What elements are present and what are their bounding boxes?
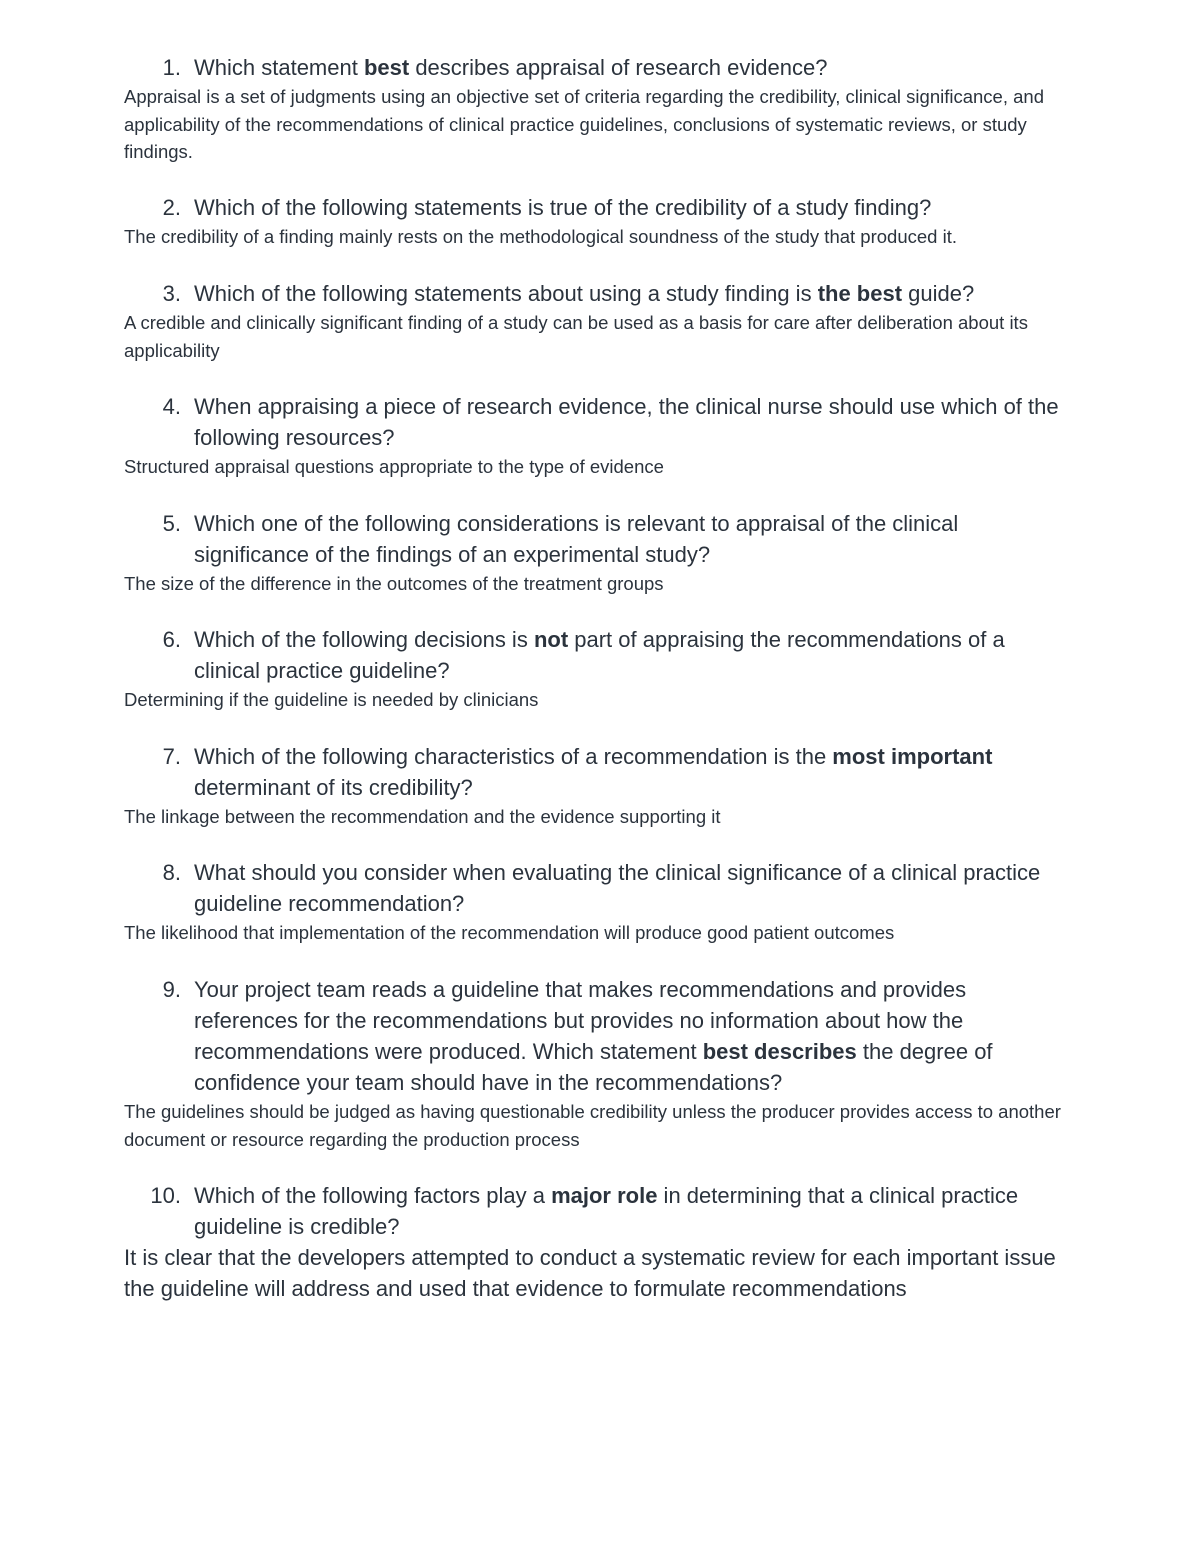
answer-2: The credibility of a finding mainly rests on the methodological soundness of the study that produced it. xyxy=(124,226,957,247)
question-number: 8. xyxy=(162,860,181,885)
question-4: 4. When appraising a piece of research evidence, the clinical nurse should use which of the following resources? xyxy=(0,391,1074,453)
question-number: 6. xyxy=(162,627,181,652)
qa-item-5 xyxy=(0,508,1200,598)
question-number: 4. xyxy=(162,394,181,419)
question-1: 1. Which statement best describes appraisal of research evidence? xyxy=(0,52,1074,83)
question-number: 3. xyxy=(162,281,181,306)
qa-item-8 xyxy=(0,857,1200,947)
question-6: 6. Which of the following decisions is not part of appraising the recommendations of a clinical practice guideline? xyxy=(0,624,1074,686)
qa-item-3 xyxy=(0,278,1200,364)
question-3: 3. Which of the following statements about using a study finding is the best guide? xyxy=(0,278,1074,309)
answer-1: Appraisal is a set of judgments using an objective set of criteria regarding the credibility, clinical significance, and applicability of the recommendations of clinical practice guidelines, conclusions of systematic reviews, or study findings. xyxy=(124,86,1044,162)
qa-item-6 xyxy=(0,624,1200,714)
answer-9: The guidelines should be judged as having questionable credibility unless the producer provides access to another document or resource regarding the production process xyxy=(124,1101,1061,1150)
answer-8: The likelihood that implementation of the recommendation will produce good patient outcomes xyxy=(124,922,895,943)
qa-item-10 xyxy=(0,1180,1200,1304)
question-2: 2. Which of the following statements is true of the credibility of a study finding? xyxy=(0,192,1074,223)
qa-item-2 xyxy=(0,192,1200,251)
qa-item-1 xyxy=(0,52,1200,166)
qa-item-9 xyxy=(0,974,1200,1153)
question-number: 9. xyxy=(162,977,181,1002)
question-10: 10. Which of the following factors play a major role in determining that a clinical practice guideline is credible? xyxy=(0,1180,1074,1242)
question-7: 7. Which of the following characteristics of a recommendation is the most important determinant of its credibility? xyxy=(0,741,1074,803)
question-8: 8. What should you consider when evaluating the clinical significance of a clinical practice guideline recommendation? xyxy=(0,857,1074,919)
qa-item-4 xyxy=(0,391,1200,481)
question-number: 1. xyxy=(162,55,181,80)
answer-4: Structured appraisal questions appropriate to the type of evidence xyxy=(124,456,664,477)
question-5: 5. Which one of the following considerations is relevant to appraisal of the clinical significance of the findings of an experimental study? xyxy=(0,508,1074,570)
answer-7: The linkage between the recommendation and the evidence supporting it xyxy=(124,806,721,827)
answer-6: Determining if the guideline is needed by clinicians xyxy=(124,689,539,710)
question-number: 2. xyxy=(162,195,181,220)
question-number: 7. xyxy=(162,744,181,769)
question-9: 9. Your project team reads a guideline that makes recommendations and provides references for the recommendations but provides no information about how the recommendations were produced. Which statement best describes the degree of confidence your team should have in the recommendations? xyxy=(0,974,1074,1098)
question-number: 10. xyxy=(150,1183,181,1208)
qa-item-7 xyxy=(0,741,1200,831)
answer-10: It is clear that the developers attempted to conduct a systematic review for each important issue the guideline will address and used that evidence to formulate recommendations xyxy=(124,1245,1056,1301)
answer-5: The size of the difference in the outcomes of the treatment groups xyxy=(124,573,664,594)
question-number: 5. xyxy=(162,511,181,536)
answer-3: A credible and clinically significant finding of a study can be used as a basis for care after deliberation about its applicability xyxy=(124,312,1028,361)
